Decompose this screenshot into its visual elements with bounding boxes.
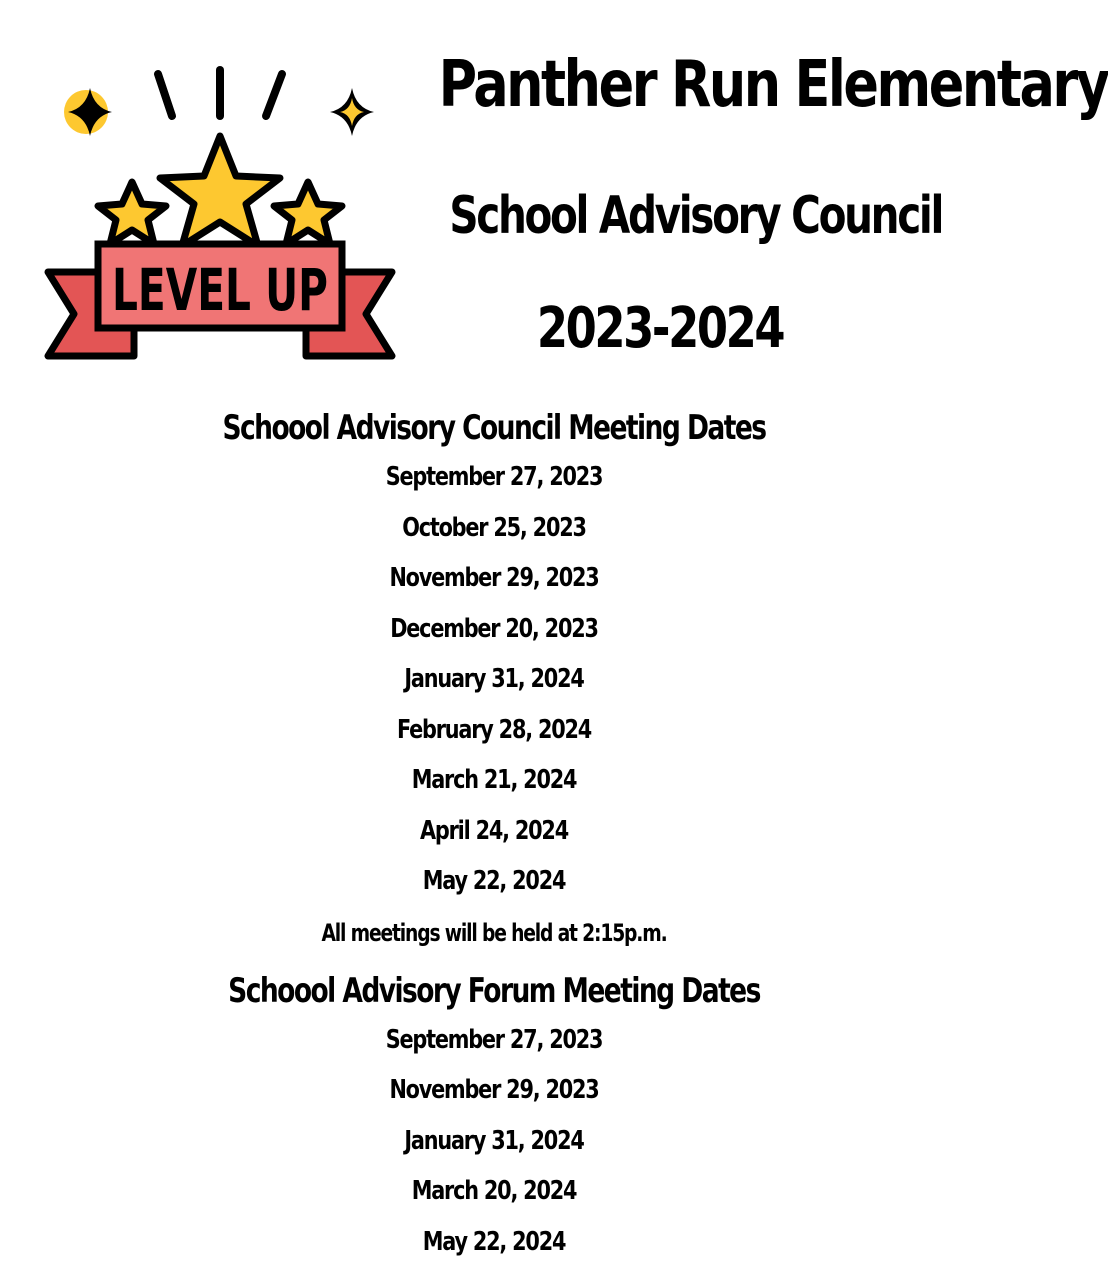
council-heading: Schoool Advisory Council Meeting Dates [222, 408, 766, 448]
forum-date: May 22, 2024 [422, 1226, 566, 1257]
school-year: 2023-2024 [536, 296, 784, 361]
council-date: September 27, 2023 [385, 462, 603, 492]
council-date: February 28, 2024 [396, 714, 592, 745]
stars-icon [98, 136, 342, 246]
council-date: November 29, 2023 [389, 563, 599, 593]
sparkle-left-icon [64, 88, 112, 136]
meeting-schedule [0, 404, 988, 1267]
council-date: April 24, 2024 [420, 815, 568, 846]
council-date: December 20, 2023 [390, 613, 598, 644]
forum-dates-list [0, 1015, 988, 1268]
forum-heading: Schoool Advisory Forum Meeting Dates [228, 970, 760, 1011]
forum-date: March 20, 2024 [411, 1176, 577, 1206]
level-up-logo [40, 64, 400, 364]
forum-date: November 29, 2023 [389, 1075, 599, 1105]
forum-date: January 31, 2024 [404, 1125, 584, 1156]
rays-icon [158, 70, 282, 116]
sparkle-right-icon [330, 88, 374, 136]
banner-text: LEVEL UP [112, 256, 328, 324]
council-date: January 31, 2024 [404, 664, 584, 694]
council-date: May 22, 2024 [422, 866, 566, 896]
council-date: October 25, 2023 [402, 512, 586, 543]
council-date: March 21, 2024 [411, 765, 577, 795]
forum-date: September 27, 2023 [385, 1024, 603, 1055]
page-title: Panther Run Elementary [438, 48, 1108, 122]
council-dates-list [0, 452, 988, 907]
meeting-time-note: All meetings will be held at 2:15p.m. [321, 918, 667, 947]
page-subtitle: School Advisory Council [449, 186, 943, 246]
